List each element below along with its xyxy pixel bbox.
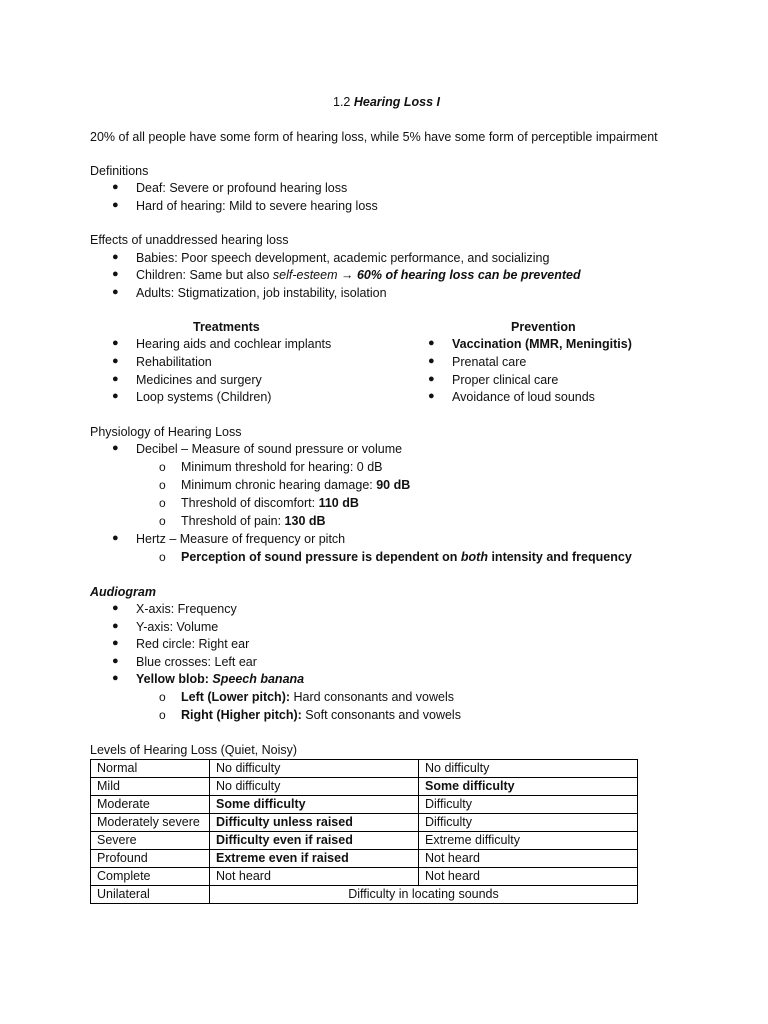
arrow-icon: → [337,268,357,282]
table-cell: Not heard [419,868,638,886]
definitions-heading: Definitions [90,164,149,178]
sub-bullet-icon: o [159,460,166,474]
bullet-icon: ● [428,390,435,402]
sub-bullet-icon: o [159,514,166,528]
sub-list-item: o Perception of sound pressure is dependent on both intensity and frequency [159,550,632,564]
list-item: ● Vaccination (MMR, Meningitis) [428,337,632,351]
bullet-icon: ● [112,390,119,402]
list-item: ● Proper clinical care [428,373,559,387]
table-cell: Difficulty unless raised [210,814,419,832]
table-cell: Difficulty [419,814,638,832]
table-row [91,760,638,778]
table-cell: Mild [91,778,210,796]
table-cell: No difficulty [210,778,419,796]
bullet-icon: ● [112,532,119,544]
prevention-heading: Prevention [511,320,576,334]
bullet-icon: ● [112,602,119,614]
list-item: ● Hard of hearing: Mild to severe hearing loss [112,199,378,213]
table-row [91,814,638,832]
bullet-icon: ● [112,199,119,211]
list-item: ● Decibel – Measure of sound pressure or volume [112,442,403,456]
table-row [91,850,638,868]
table-row [91,796,638,814]
table-cell: Extreme even if raised [210,850,419,868]
bullet-icon: ● [112,672,119,684]
list-item: ● Adults: Stigmatization, job instability, isolation [112,286,387,300]
title-text: Hearing Loss I [353,95,440,109]
bullet-icon: ● [112,251,119,263]
table-cell: Some difficulty [210,796,419,814]
bullet-icon: ● [112,373,119,385]
list-item: ● Avoidance of loud sounds [428,390,595,404]
table-cell: Difficulty in locating sounds [210,886,638,904]
table-cell: Unilateral [91,886,210,904]
table-cell: Moderately severe [91,814,210,832]
bullet-icon: ● [112,637,119,649]
table-cell: Severe [91,832,210,850]
list-item: ● Medicines and surgery [112,373,262,387]
list-item: ● Y-axis: Volume [112,620,219,634]
physiology-heading: Physiology of Hearing Loss [90,425,242,439]
sub-list-item: o Minimum chronic hearing damage: 90 dB [159,478,411,492]
list-item: ● X-axis: Frequency [112,602,237,616]
list-item: ● Children: Same but also self-esteem → 60% of hearing loss can be prevented [112,268,581,282]
table-cell: Normal [91,760,210,778]
table-cell: No difficulty [419,760,638,778]
bullet-icon: ● [428,373,435,385]
sub-list-item: o Minimum threshold for hearing: 0 dB [159,460,383,474]
sub-bullet-icon: o [159,550,166,564]
table-row [91,778,638,796]
sub-list-item: o Threshold of discomfort: 110 dB [159,496,359,510]
table-cell: Complete [91,868,210,886]
list-item: ● Hearing aids and cochlear implants [112,337,332,351]
table-cell: Profound [91,850,210,868]
table-cell: Not heard [419,850,638,868]
title-number: 1.2 [333,95,354,109]
list-item: ● Deaf: Severe or profound hearing loss [112,181,348,195]
sub-list-item: o Right (Higher pitch): Soft consonants and vowels [159,708,461,722]
page-title [333,95,440,109]
bullet-icon: ● [428,337,435,349]
table-cell: No difficulty [210,760,419,778]
table-row [91,832,638,850]
sub-list-item: o Left (Lower pitch): Hard consonants and vowels [159,690,454,704]
table-cell: Difficulty [419,796,638,814]
list-item: ● Rehabilitation [112,355,212,369]
sub-bullet-icon: o [159,496,166,510]
list-item: ● Loop systems (Children) [112,390,272,404]
treatments-heading: Treatments [193,320,260,334]
table-cell: Moderate [91,796,210,814]
table-cell: Difficulty even if raised [210,832,419,850]
levels-table [90,759,638,904]
sub-bullet-icon: o [159,478,166,492]
table-cell: Extreme difficulty [419,832,638,850]
table-cell: Some difficulty [419,778,638,796]
bullet-icon: ● [112,655,119,667]
bullet-icon: ● [112,286,119,298]
intro-text: 20% of all people have some form of hearing loss, while 5% have some form of perceptible impairment [90,130,658,144]
list-item: ● Yellow blob: Speech banana [112,672,305,686]
list-item: ● Blue crosses: Left ear [112,655,257,669]
sub-list-item: o Threshold of pain: 130 dB [159,514,326,528]
bullet-icon: ● [112,355,119,367]
table-cell: Not heard [210,868,419,886]
list-item: ● Hertz – Measure of frequency or pitch [112,532,346,546]
list-item: ● Babies: Poor speech development, academic performance, and socializing [112,251,550,265]
list-item: ● Prenatal care [428,355,527,369]
table-row [91,886,638,904]
table-row [91,868,638,886]
list-item: ● Red circle: Right ear [112,637,250,651]
bullet-icon: ● [112,268,119,280]
audiogram-heading: Audiogram [90,585,156,599]
bullet-icon: ● [112,620,119,632]
sub-bullet-icon: o [159,708,166,722]
bullet-icon: ● [112,181,119,193]
bullet-icon: ● [428,355,435,367]
bullet-icon: ● [112,442,119,454]
bullet-icon: ● [112,337,119,349]
levels-caption: Levels of Hearing Loss (Quiet, Noisy) [90,743,298,757]
effects-heading: Effects of unaddressed hearing loss [90,233,289,247]
sub-bullet-icon: o [159,690,166,704]
